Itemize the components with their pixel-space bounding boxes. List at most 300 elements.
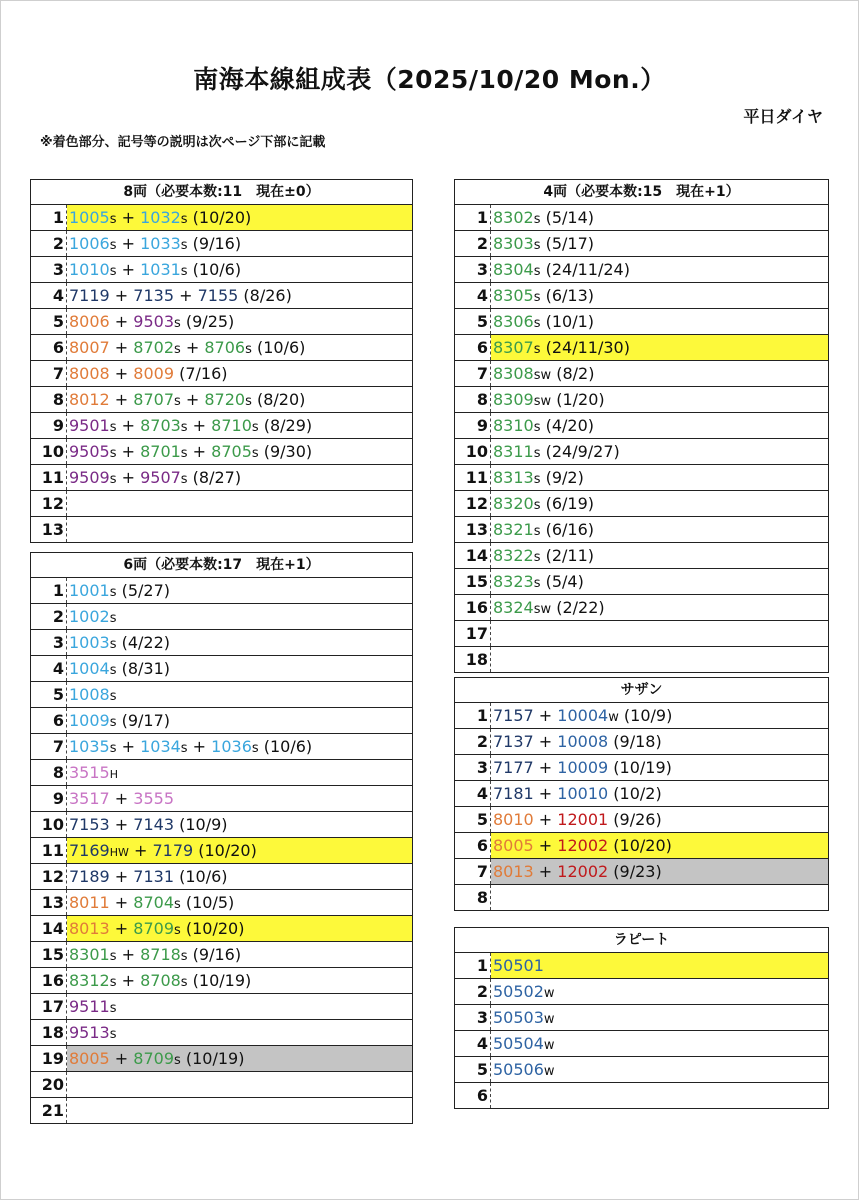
formation-text: + — [116, 971, 141, 990]
formation-cell — [491, 517, 828, 542]
row-number: 17 — [31, 994, 67, 1019]
table-row — [455, 543, 828, 569]
car-suffix: s — [109, 715, 117, 730]
table-row — [31, 231, 412, 257]
formation-text: 8006 — [69, 312, 110, 331]
row-number: 3 — [31, 257, 67, 282]
car-suffix: s — [109, 637, 117, 652]
formation-text: + — [533, 758, 558, 777]
page-title: 南海本線組成表（2025/10/20 Mon.） — [193, 65, 666, 94]
table-row — [455, 703, 828, 729]
car-suffix: s — [180, 975, 188, 990]
car-suffix: s — [533, 238, 541, 253]
formation-text: 1006 — [69, 234, 110, 253]
formation-text: 8703 — [140, 416, 181, 435]
formation-text: (10/20) — [193, 841, 257, 860]
table-row — [31, 1072, 412, 1098]
row-number: 12 — [31, 491, 67, 516]
formation-text: + — [128, 841, 153, 860]
formation-text: 8701 — [140, 442, 181, 461]
formation-text: (4/22) — [116, 633, 170, 652]
car-suffix: s — [109, 420, 117, 435]
row-number: 2 — [455, 979, 491, 1004]
formation-cell — [67, 682, 412, 707]
row-number: 18 — [31, 1020, 67, 1045]
table-row — [455, 413, 828, 439]
formation-text: 8005 — [69, 1049, 110, 1068]
table-row — [455, 231, 828, 257]
formation-text: 12001 — [557, 810, 609, 829]
row-number: 1 — [455, 703, 491, 728]
row-number: 6 — [455, 1083, 491, 1108]
row-number: 11 — [455, 465, 491, 490]
formation-text: 8709 — [133, 1049, 175, 1068]
table-row — [31, 361, 412, 387]
car-suffix: s — [109, 585, 117, 600]
row-number: 7 — [455, 361, 491, 386]
formation-text: 8312 — [69, 971, 110, 990]
formation-text: 8313 — [493, 468, 534, 487]
formation-text: 1002 — [69, 607, 110, 626]
formation-text: 8009 — [133, 364, 175, 383]
row-number: 13 — [455, 517, 491, 542]
formation-text: 50502 — [493, 982, 544, 1001]
formation-text: + — [109, 789, 134, 808]
row-number: 4 — [31, 656, 67, 681]
formation-cell — [491, 257, 828, 282]
formation-text: 10008 — [557, 732, 609, 751]
formation-cell — [491, 283, 828, 308]
table-row — [31, 465, 412, 491]
table-row — [455, 335, 828, 361]
formation-text: (8/26) — [238, 286, 292, 305]
table-row — [31, 890, 412, 916]
table-row — [455, 361, 828, 387]
car-suffix: s — [533, 524, 541, 539]
table-row — [455, 387, 828, 413]
formation-text: (9/16) — [187, 234, 242, 253]
row-number: 1 — [31, 578, 67, 603]
row-number: 2 — [31, 231, 67, 256]
formation-text: 1032 — [140, 208, 181, 227]
table-row — [455, 569, 828, 595]
formation-cell — [491, 621, 828, 646]
formation-text: (8/27) — [187, 468, 242, 487]
formation-text: (8/2) — [551, 364, 595, 383]
car-suffix: w — [543, 1012, 555, 1027]
car-suffix: s — [533, 342, 541, 357]
formation-text: (1/20) — [551, 390, 605, 409]
formation-text: + — [174, 286, 198, 305]
formation-cell — [491, 231, 828, 256]
formation-text: 9507 — [140, 468, 181, 487]
table-header: 6両（必要本数:17 現在+1） — [31, 553, 412, 578]
table-row — [31, 942, 412, 968]
formation-cell — [67, 812, 412, 837]
formation-text: (9/16) — [187, 945, 242, 964]
formation-text: + — [109, 815, 134, 834]
car-suffix: s — [533, 420, 541, 435]
formation-text: 7153 — [69, 815, 110, 834]
formation-text: 8322 — [493, 546, 534, 565]
formation-text: 8308 — [493, 364, 534, 383]
table-row — [31, 517, 412, 542]
formation-text: 1003 — [69, 633, 110, 652]
table-row — [31, 309, 412, 335]
table-row — [455, 517, 828, 543]
formation-text: + — [187, 442, 212, 461]
formation-text: 8013 — [69, 919, 110, 938]
row-number: 1 — [31, 205, 67, 230]
formation-text: 7137 — [493, 732, 534, 751]
row-number: 6 — [455, 833, 491, 858]
formation-text: 8705 — [211, 442, 252, 461]
row-number: 3 — [31, 630, 67, 655]
row-number: 9 — [31, 413, 67, 438]
formation-text: (10/6) — [187, 260, 242, 279]
formation-text: 1036 — [211, 737, 252, 756]
formation-text: 7143 — [133, 815, 175, 834]
car-suffix: w — [543, 1038, 555, 1053]
formation-text: 8708 — [140, 971, 181, 990]
row-number: 18 — [455, 647, 491, 672]
car-suffix: s — [180, 741, 188, 756]
row-number: 15 — [31, 942, 67, 967]
formation-text: (10/6) — [258, 737, 313, 756]
formation-text: + — [533, 862, 558, 881]
formation-text: 8320 — [493, 494, 534, 513]
car-suffix: s — [251, 741, 259, 756]
car-suffix: s — [180, 212, 188, 227]
formation-text: + — [109, 390, 134, 409]
row-number: 5 — [31, 309, 67, 334]
formation-text: + — [116, 468, 141, 487]
table-row — [31, 578, 412, 604]
formation-text: + — [109, 286, 134, 305]
car-suffix: s — [245, 342, 252, 357]
row-number: 14 — [31, 916, 67, 941]
row-number: 8 — [31, 760, 67, 785]
row-number: 20 — [31, 1072, 67, 1097]
table-4-car — [454, 179, 829, 673]
row-number: 8 — [455, 387, 491, 412]
car-suffix: sw — [533, 394, 552, 409]
row-number: 2 — [455, 729, 491, 754]
formation-text: (24/11/30) — [540, 338, 630, 357]
formation-cell — [67, 413, 412, 438]
formation-text: (9/2) — [540, 468, 584, 487]
formation-cell — [67, 630, 412, 655]
formation-text: (10/19) — [187, 971, 252, 990]
formation-text: 8302 — [493, 208, 534, 227]
formation-text: 8304 — [493, 260, 534, 279]
formation-text: 7155 — [197, 286, 239, 305]
row-number: 10 — [31, 812, 67, 837]
row-number: 3 — [455, 257, 491, 282]
table-row — [455, 755, 828, 781]
row-number: 5 — [455, 807, 491, 832]
car-suffix: s — [109, 238, 117, 253]
row-number: 4 — [455, 781, 491, 806]
formation-cell — [67, 890, 412, 915]
formation-text: 50503 — [493, 1008, 544, 1027]
formation-text: 8310 — [493, 416, 534, 435]
formation-cell — [491, 703, 828, 728]
row-number: 12 — [455, 491, 491, 516]
formation-text: 3555 — [133, 789, 175, 808]
formation-cell — [67, 257, 412, 282]
formation-text: (9/23) — [608, 862, 662, 881]
legend-note: ※着色部分、記号等の説明は次ページ下部に記載 — [40, 135, 326, 150]
car-suffix: s — [533, 264, 541, 279]
formation-cell — [491, 205, 828, 230]
car-suffix: s — [174, 897, 181, 912]
table-row — [31, 387, 412, 413]
row-number: 6 — [31, 708, 67, 733]
formation-cell — [491, 439, 828, 464]
table-row — [455, 465, 828, 491]
formation-text: 9503 — [133, 312, 175, 331]
row-number: 13 — [31, 890, 67, 915]
table-row — [31, 491, 412, 517]
formation-text: + — [180, 338, 205, 357]
formation-text: 9509 — [69, 468, 110, 487]
formation-text: 8311 — [493, 442, 534, 461]
car-suffix: s — [533, 446, 541, 461]
formation-text: 10009 — [557, 758, 609, 777]
formation-text: (9/17) — [116, 711, 170, 730]
formation-text: (10/20) — [608, 836, 672, 855]
formation-cell — [491, 387, 828, 412]
formation-text: (10/6) — [174, 867, 228, 886]
car-suffix: s — [180, 446, 188, 461]
car-suffix: sw — [533, 368, 552, 383]
car-suffix: s — [109, 611, 117, 626]
car-suffix: s — [180, 264, 188, 279]
formation-cell — [67, 578, 412, 603]
table-row — [31, 708, 412, 734]
formation-text: (10/6) — [251, 338, 306, 357]
formation-text: (6/19) — [540, 494, 594, 513]
car-suffix: s — [174, 1053, 181, 1068]
formation-text: + — [187, 416, 212, 435]
table-row — [455, 257, 828, 283]
formation-cell — [67, 1046, 412, 1071]
formation-text: 7181 — [493, 784, 534, 803]
formation-cell — [67, 231, 412, 256]
formation-text: 50501 — [493, 956, 544, 975]
row-number: 4 — [31, 283, 67, 308]
formation-text: 1033 — [140, 234, 181, 253]
row-number: 17 — [455, 621, 491, 646]
formation-text: (9/18) — [608, 732, 662, 751]
car-suffix: s — [109, 1027, 117, 1042]
formation-text: (5/27) — [116, 581, 170, 600]
formation-text: + — [109, 312, 134, 331]
row-number: 11 — [31, 838, 67, 863]
table-row — [455, 1083, 828, 1108]
formation-text: 7189 — [69, 867, 110, 886]
formation-text: 12002 — [557, 836, 609, 855]
formation-text: 8706 — [204, 338, 246, 357]
table-row — [31, 283, 412, 309]
car-suffix: s — [533, 472, 541, 487]
car-suffix: s — [174, 394, 181, 409]
row-number: 9 — [455, 413, 491, 438]
formation-text: 1010 — [69, 260, 110, 279]
formation-text: (2/11) — [540, 546, 594, 565]
formation-cell — [491, 979, 828, 1004]
table-row — [31, 439, 412, 465]
formation-text: + — [109, 893, 134, 912]
car-suffix: s — [251, 446, 259, 461]
formation-text: + — [116, 208, 141, 227]
formation-text: (9/30) — [258, 442, 313, 461]
formation-cell — [491, 465, 828, 490]
car-suffix: s — [109, 949, 117, 964]
formation-text: 50504 — [493, 1034, 544, 1053]
table-row — [455, 885, 828, 910]
formation-cell — [67, 465, 412, 490]
formation-text: + — [187, 737, 212, 756]
formation-text: 8321 — [493, 520, 534, 539]
formation-cell — [491, 543, 828, 568]
table-header: 8両（必要本数:11 現在±0） — [31, 180, 412, 205]
formation-text: 10010 — [557, 784, 609, 803]
schedule-type: 平日ダイヤ — [743, 107, 823, 126]
row-number: 14 — [455, 543, 491, 568]
table-row — [455, 283, 828, 309]
formation-cell — [491, 729, 828, 754]
car-suffix: s — [533, 316, 541, 331]
formation-cell — [491, 491, 828, 516]
formation-text: 8007 — [69, 338, 110, 357]
formation-text: + — [109, 364, 134, 383]
row-number: 10 — [455, 439, 491, 464]
table-row — [31, 1020, 412, 1046]
table-header: ラピート — [455, 928, 828, 953]
formation-text: + — [116, 737, 141, 756]
formation-text: 8305 — [493, 286, 534, 305]
formation-cell — [491, 647, 828, 672]
formation-text: + — [180, 390, 205, 409]
formation-text: 8301 — [69, 945, 110, 964]
row-number: 5 — [455, 309, 491, 334]
formation-text: (8/31) — [116, 659, 170, 678]
formation-cell — [67, 205, 412, 230]
row-number: 7 — [31, 734, 67, 759]
table-row — [31, 760, 412, 786]
formation-cell — [491, 413, 828, 438]
formation-text: (2/22) — [551, 598, 605, 617]
formation-cell — [491, 1005, 828, 1030]
formation-text: 1004 — [69, 659, 110, 678]
car-suffix: s — [174, 316, 181, 331]
table-row — [455, 491, 828, 517]
row-number: 6 — [31, 335, 67, 360]
formation-text: 8008 — [69, 364, 110, 383]
row-number: 21 — [31, 1098, 67, 1123]
car-suffix: HW — [109, 846, 129, 859]
formation-text: 8720 — [204, 390, 246, 409]
table-header: 4両（必要本数:15 現在+1） — [455, 180, 828, 205]
table-row — [31, 656, 412, 682]
formation-text: (9/25) — [180, 312, 235, 331]
row-number: 12 — [31, 864, 67, 889]
car-suffix: s — [109, 446, 117, 461]
table-row — [455, 833, 828, 859]
formation-text: (5/14) — [540, 208, 594, 227]
formation-text: (9/26) — [608, 810, 662, 829]
table-row — [455, 1057, 828, 1083]
formation-text: 8307 — [493, 338, 534, 357]
formation-text: 1008 — [69, 685, 110, 704]
formation-text: 7177 — [493, 758, 534, 777]
table-row — [31, 257, 412, 283]
row-number: 8 — [31, 387, 67, 412]
car-suffix: s — [180, 949, 188, 964]
car-suffix: H — [109, 768, 118, 781]
formation-text: (10/2) — [608, 784, 662, 803]
formation-text: (24/11/24) — [540, 260, 630, 279]
table-row — [31, 630, 412, 656]
formation-cell — [67, 439, 412, 464]
car-suffix: s — [245, 394, 252, 409]
row-number: 2 — [31, 604, 67, 629]
formation-text: 8702 — [133, 338, 175, 357]
table-row — [455, 309, 828, 335]
car-suffix: w — [543, 986, 555, 1001]
formation-text: 8709 — [133, 919, 175, 938]
formation-text: (10/9) — [618, 706, 673, 725]
car-suffix: s — [109, 264, 117, 279]
formation-text: + — [533, 706, 558, 725]
row-number: 7 — [455, 859, 491, 884]
table-row — [31, 916, 412, 942]
row-number: 1 — [455, 205, 491, 230]
formation-text: 3515 — [69, 763, 110, 782]
table-rapit — [454, 927, 829, 1109]
formation-text: 8013 — [493, 862, 534, 881]
formation-cell — [491, 1083, 828, 1108]
formation-text: 9513 — [69, 1023, 110, 1042]
car-suffix: w — [543, 1064, 555, 1079]
formation-text: 3517 — [69, 789, 110, 808]
formation-cell — [67, 1020, 412, 1045]
formation-text: 8309 — [493, 390, 534, 409]
formation-text: 8005 — [493, 836, 534, 855]
row-number: 9 — [31, 786, 67, 811]
formation-cell — [67, 734, 412, 759]
formation-text: + — [533, 784, 558, 803]
table-row — [31, 205, 412, 231]
row-number: 3 — [455, 755, 491, 780]
formation-text: (8/29) — [258, 416, 313, 435]
formation-cell — [67, 283, 412, 308]
formation-cell — [67, 335, 412, 360]
formation-cell — [491, 755, 828, 780]
table-row — [31, 864, 412, 890]
car-suffix: s — [109, 741, 117, 756]
formation-text: 8012 — [69, 390, 110, 409]
formation-cell — [67, 309, 412, 334]
formation-cell — [67, 491, 412, 516]
formation-cell — [491, 1057, 828, 1082]
formation-text: (10/20) — [187, 208, 252, 227]
car-suffix: s — [180, 420, 188, 435]
car-suffix: s — [533, 550, 541, 565]
formation-cell — [491, 309, 828, 334]
